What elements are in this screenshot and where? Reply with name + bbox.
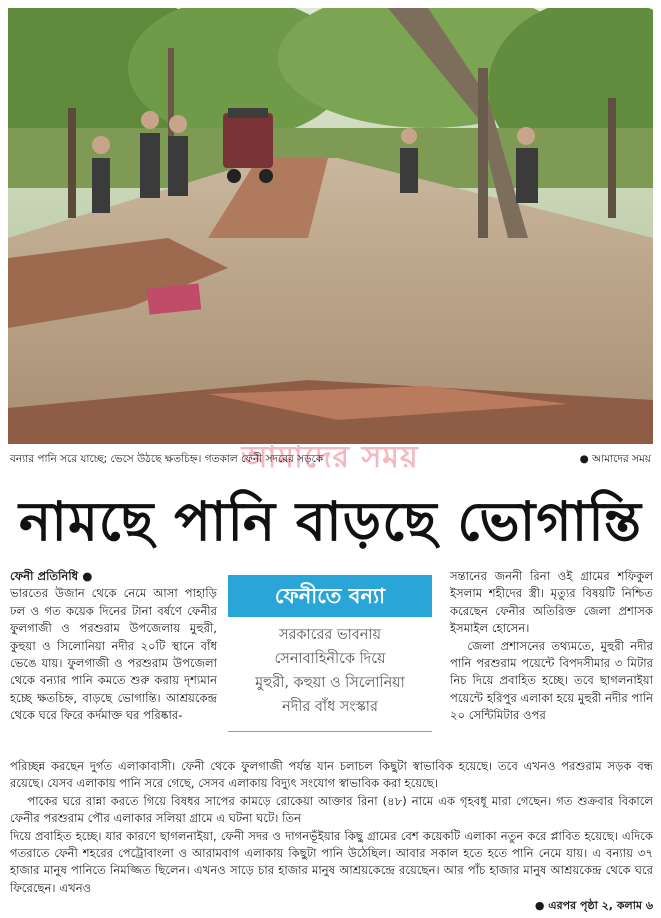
photo-caption-row	[8, 449, 653, 469]
subhead-line: সরকারের ভাবনায়	[279, 627, 381, 643]
column-3	[450, 568, 653, 725]
byline: ফেনী প্রতিনিধি ●	[10, 569, 93, 583]
continued-on-page: ● এরপর পৃষ্ঠা ২, কলাম ৬	[534, 899, 653, 912]
watermark: আমাদের সময়	[241, 440, 419, 475]
subhead-line: সেনাবাহিনীকে দিয়ে	[274, 651, 386, 667]
photo-caption: বন্যার পানি সরে যাচ্ছে; ভেসে উঠছে ক্ষতচিহ্ন। গতকাল ফেনী সদরের সড়কে	[10, 453, 324, 465]
flooded-road-photo	[8, 8, 653, 444]
headline: নামছে পানি বাড়ছে ভোগান্তি	[19, 490, 642, 553]
column-1	[10, 568, 217, 725]
subhead-line: মুহুরী, কহুয়া ও সিলোনিয়া	[255, 675, 405, 691]
divider	[228, 731, 432, 732]
col1-paragraph: ভারতের উজান থেকে নেমে আসা পাহাড়ি ঢল ও গত কয়েক দিনের টানা বর্ষণে ফেনীর ফুলগাজী ও পরশুরাম উপজেলায় মুহুরী, কুহুয়া ও সিলোনিয়া নদীর ২০টি স্থানে বাঁধ ভেঙে যায়। ফুলগাজী ও পরশুরাম উপজেলা থেকে বন্যার পানি কমতে শুরু করায় দৃশ্যমান হচ্ছে ক্ষতচিহ্ন, বাড়ছে ভোগান্তি। আশ্রয়কেন্দ্র থেকে ঘরে ফিরে কর্দমাক্ত ঘর পরিষ্কার-	[10, 586, 217, 723]
col3-paragraph-1: সন্তানের জননী রিনা ওই গ্রামের শফিকুল ইসলাম শহীদের স্ত্রী। মৃত্যুর বিষয়টি নিশ্চিত করেছেন ফেনীর অতিরিক্ত জেলা প্রশাসক ইসমাইল হোসেন।	[450, 569, 653, 636]
bottom-paragraph-2: পাকের ঘরে রান্না করতে গিয়ে বিষধর সাপের কামড়ে রোকেয়া আক্তার রিনা (৪৮) নামে এক গৃহবধূ মারা গেছেন। গত শুক্রবার বিকালে ফেনীর পরশুরাম পৌর এলাকার সলিয়া গ্রামে এ ঘটনা ঘটে। তিন	[10, 793, 653, 826]
col3-paragraph-2: জেলা প্রশাসনের তথ্যমতে, মুহুরী নদীর পানি পরশুরাম পয়েন্টে বিপদসীমার ৩ মিটার নিচ দিয়ে প্রবাহিত হচ্ছে। তবে ছাগলনাইয়া পয়েন্টে হরিপুর এলাকা হয়ে মুহুরী নদীর পানি ২০ সেন্টিমিটার ওপর	[450, 638, 653, 723]
subhead	[228, 623, 432, 719]
bottom-paragraph-1: পরিচ্ছন্ন করছেন দুর্গত এলাকাবাসী। ফেনী থেকে ফুলগাজী পর্যন্ত যান চলাচল কিছুটা স্বাভাবিক হয়েছে। তবে এখনও পরশুরাম সড়ক বন্ধ রয়েছে। যেসব এলাকায় পানি সরে গেছে, সেসব এলাকায় বিদ্যুৎ সংযোগ স্বাভাবিক করা হয়েছে।	[10, 759, 653, 791]
subhead-line: নদীর বাঁধ সংস্কার	[282, 699, 378, 715]
bottom-paragraph-3: দিয়ে প্রবাহিত হচ্ছে। যার কারণে ছাগলনাইয়া, ফেনী সদর ও দাগনভূঁইয়ার কিছু গ্রামের বেশ কয়েকটি এলাকা নতুন করে প্লাবিত হয়েছে। এদিকে গতরাতে ফেনী শহরের পেট্রোবাংলা ও আরামবাগ এলাকায় কিছুটা পানি উঠেছিল। আবার সকাল হতে হতে পানি নেমে যায়। এ বন্যায় ৩৭ হাজার মানুষ পানিতে নিমজ্জিত ছিলেন। এখনও সাড়ে চার হাজার মানুষ আশ্রয়কেন্দ্রে রয়েছেন। আর পাঁচ হাজার মানুষ আশ্রয়কেন্দ্র থেকে ঘরে ফিরেছেন। এখনও	[10, 828, 653, 895]
news-photo	[8, 8, 653, 444]
kicker-box: ফেনীতে বন্যা	[228, 575, 432, 617]
photo-credit: ● আমাদের সময়	[579, 453, 651, 465]
body-bottom	[10, 758, 653, 897]
